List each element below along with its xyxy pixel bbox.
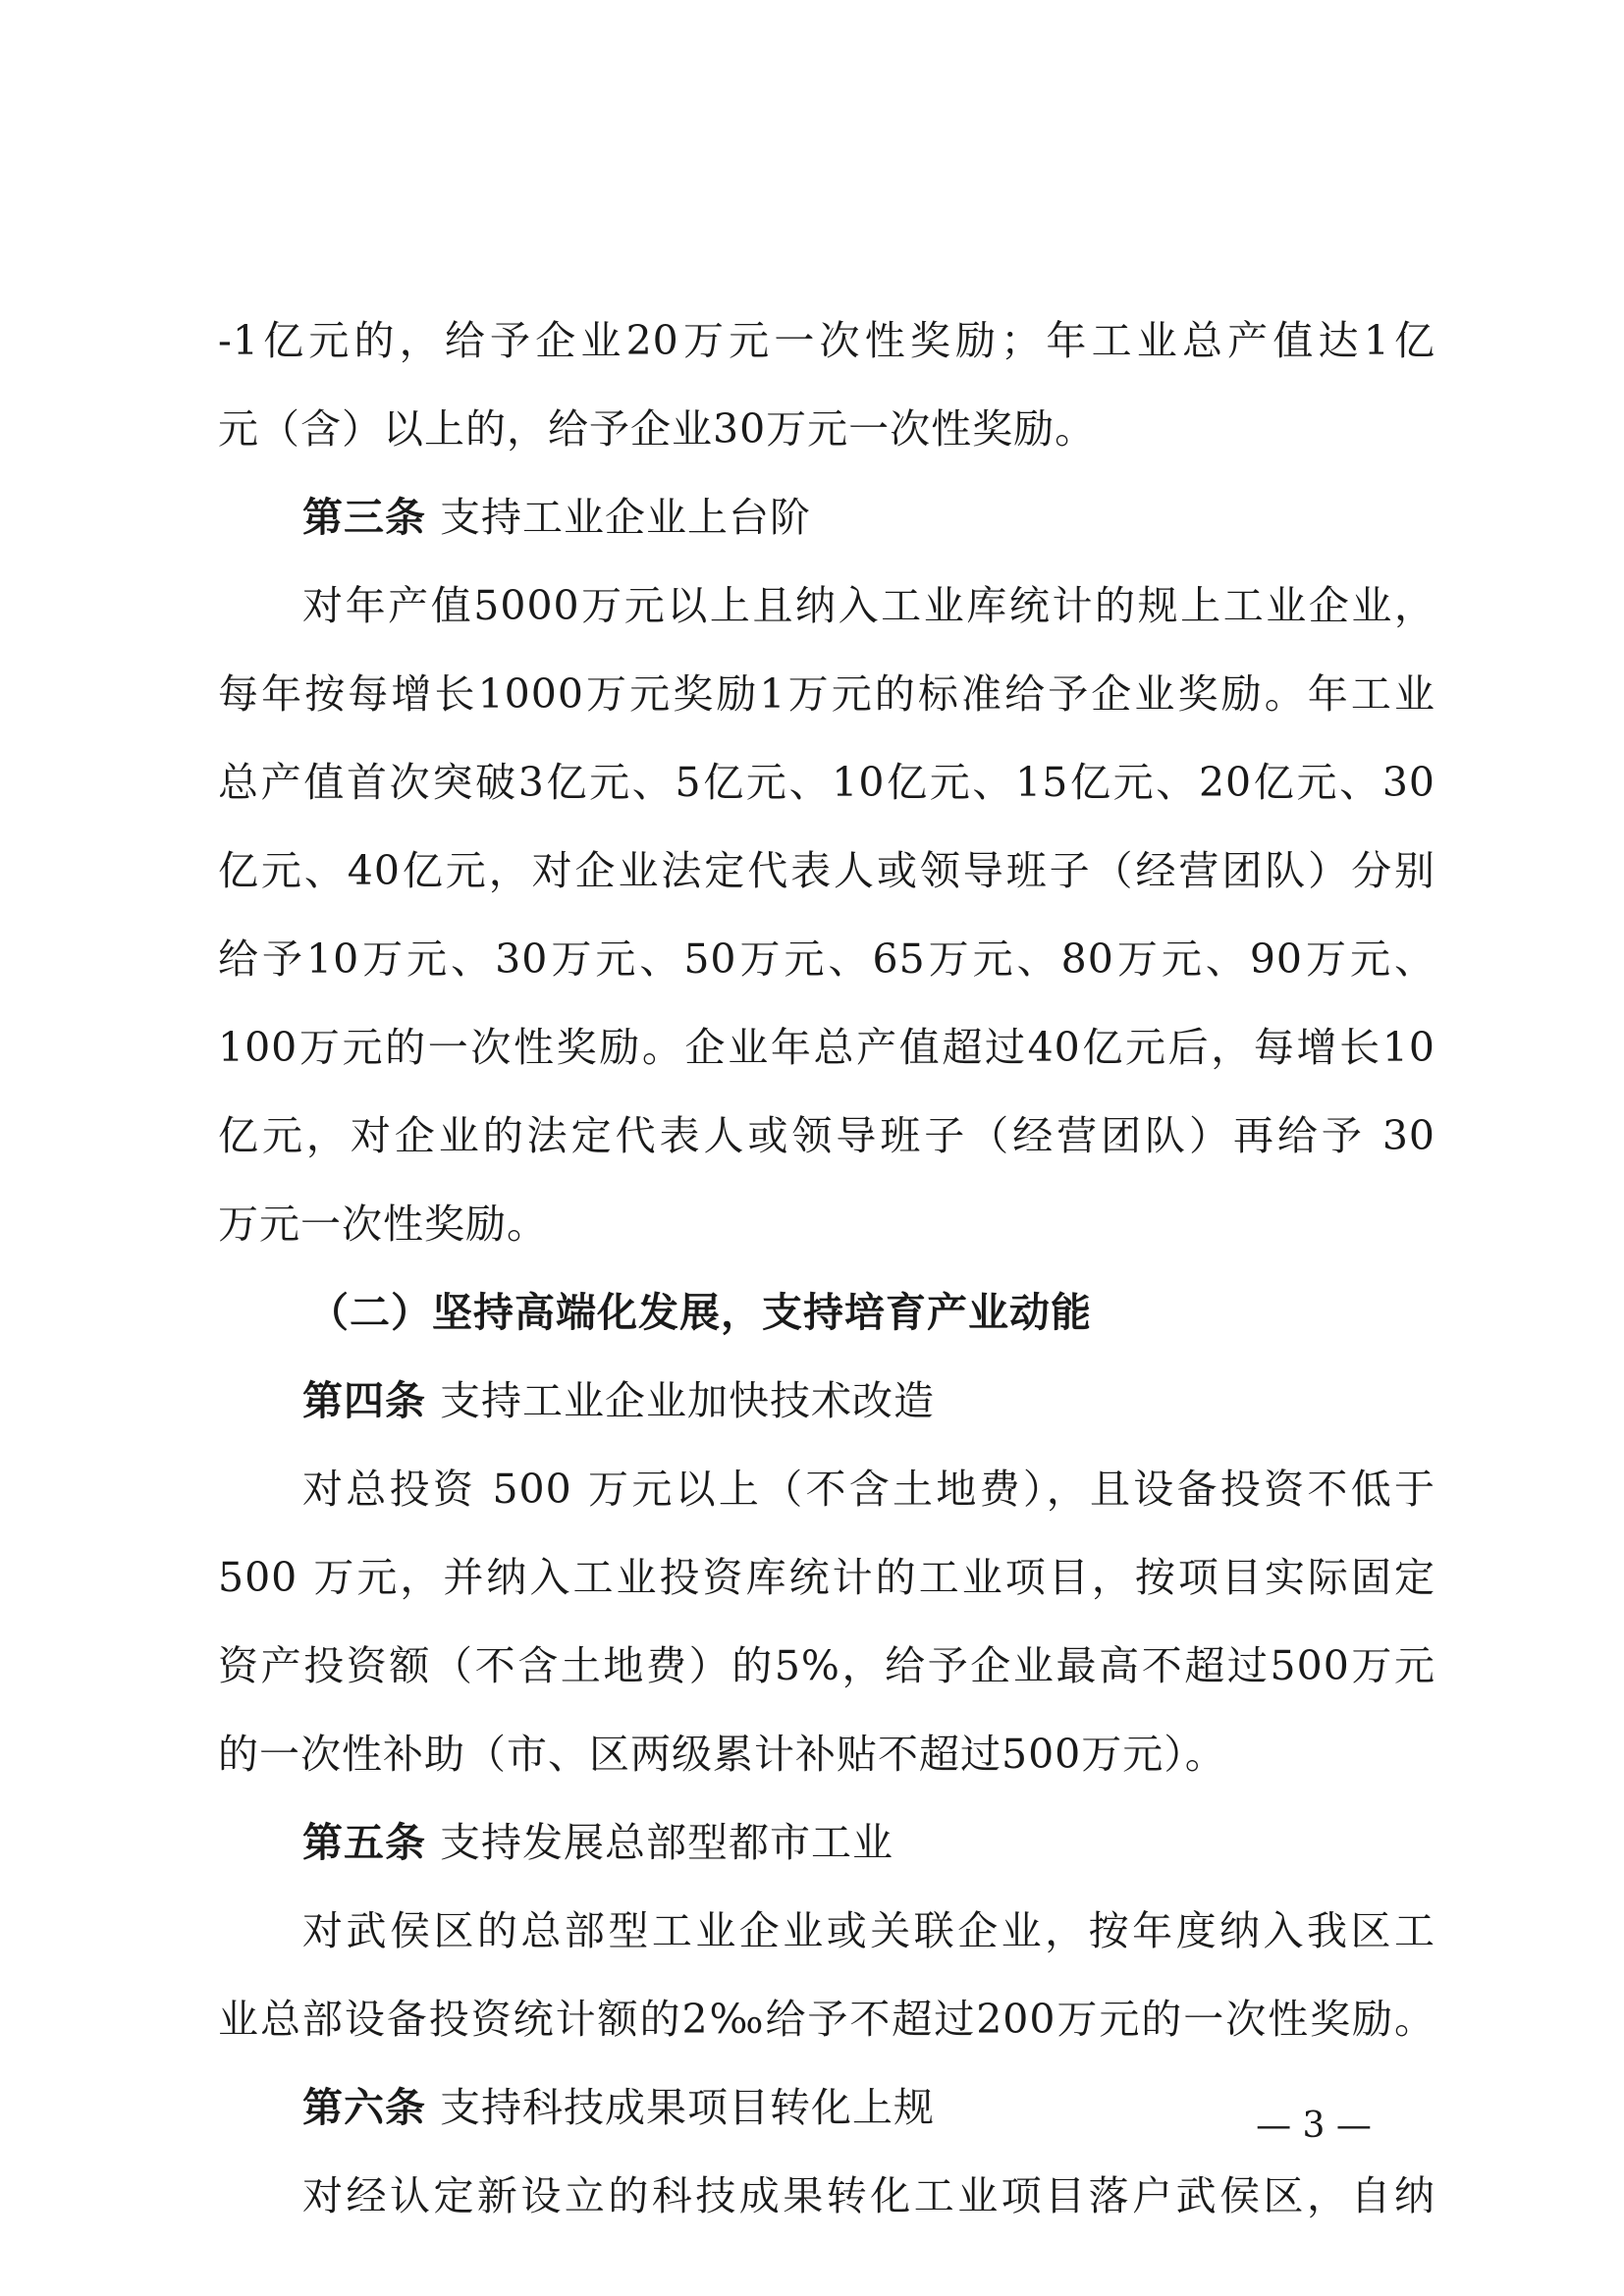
paragraph-line: 亿元，对企业的法定代表人或领导班子（经营团队）再给予 30	[218, 1112, 1435, 1159]
paragraph-line: 资产投资额（不含土地费）的5%，给予企业最高不超过500万元	[218, 1642, 1435, 1689]
paragraph-line: 总产值首次突破3亿元、5亿元、10亿元、15亿元、20亿元、30	[218, 759, 1435, 806]
section-2-heading: （二）坚持高端化发展，支持培育产业动能	[308, 1289, 1092, 1336]
document-body	[218, 296, 1435, 2240]
article-3-label: 第三条	[302, 494, 426, 541]
paragraph-line: 对年产值5000万元以上且纳入工业库统计的规上工业企业，	[302, 582, 1435, 629]
page-number: — 3 —	[1256, 2106, 1372, 2146]
paragraph-line: 万元一次性奖励。	[218, 1201, 548, 1248]
paragraph-line: 对武侯区的总部型工业企业或关联企业，按年度纳入我区工	[302, 1907, 1435, 1954]
article-3-heading	[218, 473, 1435, 561]
paragraph-line: 业总部设备投资统计额的2‰给予不超过200万元的一次性奖励。	[218, 1996, 1435, 2043]
paragraph-line: -1亿元的，给予企业20万元一次性奖励；年工业总产值达1亿	[218, 317, 1435, 364]
paragraph-line: 100万元的一次性奖励。企业年总产值超过40亿元后，每增长10	[218, 1024, 1435, 1071]
paragraph-line: 对经认定新设立的科技成果转化工业项目落户武侯区，自纳	[302, 2172, 1435, 2219]
paragraph-line: 每年按每增长1000万元奖励1万元的标准给予企业奖励。年工业	[218, 670, 1435, 718]
paragraph-line: 对总投资 500 万元以上（不含土地费），且设备投资不低于	[302, 1466, 1435, 1513]
article-4-title: 支持工业企业加快技术改造	[440, 1377, 936, 1424]
paragraph-line: 亿元、40亿元，对企业法定代表人或领导班子（经营团队）分别	[218, 847, 1435, 894]
paragraph-line: 元（含）以上的，给予企业30万元一次性奖励。	[218, 405, 1097, 453]
article-4-heading	[218, 1357, 1435, 1445]
paragraph-line: 的一次性补助（市、区两级累计补贴不超过500万元）。	[218, 1731, 1226, 1778]
article-6-title: 支持科技成果项目转化上规	[440, 2084, 936, 2131]
paragraph-line: 给予10万元、30万元、50万元、65万元、80万元、90万元、	[218, 935, 1435, 983]
article-5-title: 支持发展总部型都市工业	[440, 1819, 894, 1866]
article-5-heading	[218, 1798, 1435, 1887]
article-6-label: 第六条	[302, 2084, 426, 2131]
article-4-label: 第四条	[302, 1377, 426, 1424]
article-3-title: 支持工业企业上台阶	[440, 494, 812, 541]
paragraph-line: 500 万元，并纳入工业投资库统计的工业项目，按项目实际固定	[218, 1554, 1435, 1601]
article-5-label: 第五条	[302, 1819, 426, 1866]
